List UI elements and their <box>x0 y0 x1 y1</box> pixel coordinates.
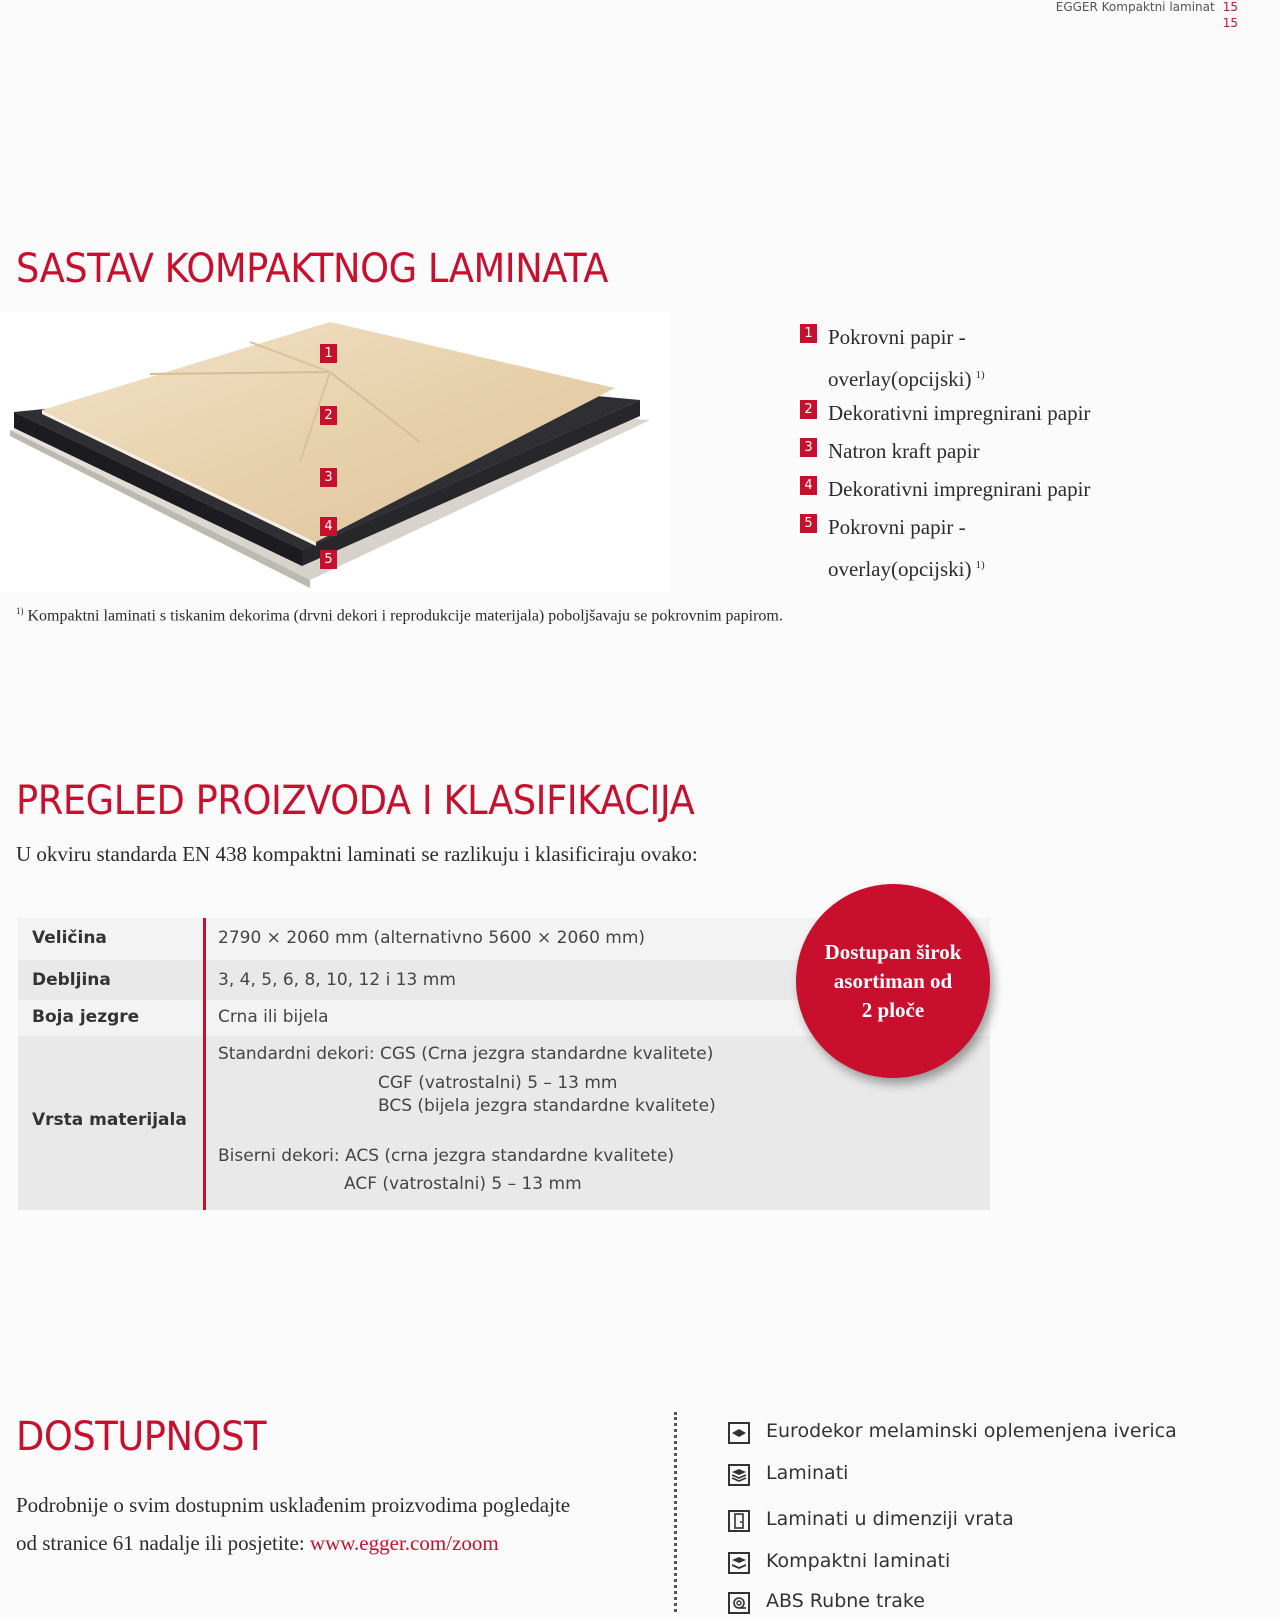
page-number-secondary: 15 <box>1222 16 1238 30</box>
egger-link[interactable]: www.egger.com/zoom <box>309 1531 499 1555</box>
legend-badge: 5 <box>800 514 817 533</box>
badge-line: asortiman od <box>833 968 953 993</box>
legend-text: Dekorativni impregnirani papir <box>828 401 1091 425</box>
legend-text: overlay(opcijski) <box>828 557 972 581</box>
section-title-composition: SASTAV KOMPAKTNOG LAMINATA <box>16 246 609 292</box>
layer-badge-1: 1 <box>320 344 337 363</box>
availability-text <box>16 1486 570 1562</box>
footnote-mark: 1) <box>16 606 24 616</box>
footnote-ref: 1) <box>975 369 985 381</box>
row-label: Debljina <box>32 970 111 990</box>
material-line: CGF (vatrostalni) 5 – 13 mm <box>378 1073 618 1093</box>
laminate-layers-image <box>0 312 670 592</box>
table-divider <box>203 918 206 1210</box>
material-line: ACF (vatrostalni) 5 – 13 mm <box>344 1174 582 1194</box>
legend-text: Dekorativni impregnirani papir <box>828 477 1091 501</box>
layers-legend <box>800 318 1230 584</box>
footnote-text: Kompaktni laminati s tiskanim dekorima (drvni dekori i reprodukcije materijala) poboljšavaju se pokrovnim papirom. <box>27 607 783 625</box>
material-line: Standardni dekori: CGS (Crna jezgra standardne kvalitete) <box>218 1044 714 1064</box>
legend-badge: 1 <box>800 324 817 343</box>
legend-text: Natron kraft papir <box>828 439 980 463</box>
availability-line: Podrobnije o svim dostupnim usklađenim proizvodima pogledajte <box>16 1493 571 1517</box>
legend-item-4 <box>800 470 1230 508</box>
row-value: 2790 × 2060 mm (alternativno 5600 × 2060 mm) <box>218 928 646 948</box>
legend-badge: 4 <box>800 476 817 495</box>
section-intro: U okviru standarda EN 438 kompaktni laminati se razlikuju i klasificiraju ovako: <box>16 842 698 866</box>
legend-text: Pokrovni papir - <box>828 325 966 349</box>
row-value: Crna ili bijela <box>218 1007 329 1027</box>
footnote-ref: 1) <box>975 559 985 571</box>
page-number: 15 <box>1222 0 1238 14</box>
legend-text: Pokrovni papir - <box>828 515 966 539</box>
section-title-overview: PREGLED PROIZVODA I KLASIFIKACIJA <box>16 778 695 824</box>
dotted-divider <box>674 1412 677 1612</box>
legend-text: overlay(opcijski) <box>828 367 972 391</box>
product-label: Laminati u dimenziji vrata <box>766 1508 1014 1530</box>
layer-badge-4: 4 <box>320 517 337 536</box>
legend-item-3 <box>800 432 1230 470</box>
layer-badge-3: 3 <box>320 468 337 487</box>
compact-layers-icon <box>728 1552 750 1574</box>
product-label: Kompaktni laminati <box>766 1550 951 1572</box>
row-label: Boja jezgre <box>32 1007 140 1027</box>
assortment-badge <box>796 884 990 1078</box>
layers-icon <box>728 1464 750 1486</box>
legend-item-5 <box>800 508 1230 546</box>
row-label: Vrsta materijala <box>32 1110 187 1130</box>
material-line: BCS (bijela jezgra standardne kvalitete) <box>378 1096 716 1116</box>
legend-badge: 3 <box>800 438 817 457</box>
product-label: ABS Rubne trake <box>766 1590 925 1612</box>
layer-badge-5: 5 <box>320 550 337 569</box>
row-value: 3, 4, 5, 6, 8, 10, 12 i 13 mm <box>218 970 456 990</box>
board-icon <box>728 1422 750 1444</box>
legend-item-1 <box>800 318 1230 356</box>
edge-roll-icon <box>728 1592 750 1614</box>
layer-badge-2: 2 <box>320 406 337 425</box>
legend-item-2 <box>800 394 1230 432</box>
row-label: Veličina <box>32 928 107 948</box>
badge-line: Dostupan širok <box>824 939 962 964</box>
legend-item-5-cont <box>800 546 1230 584</box>
section-title-availability: DOSTUPNOST <box>16 1414 267 1460</box>
footnote <box>16 606 783 625</box>
legend-item-1-cont <box>800 356 1230 394</box>
badge-line: 2 ploče <box>861 997 925 1022</box>
legend-badge: 2 <box>800 400 817 419</box>
material-line: Biserni dekori: ACS (crna jezgra standardne kvalitete) <box>218 1146 675 1166</box>
availability-line: od stranice 61 nadalje ili posjetite: <box>16 1531 305 1555</box>
product-label: Laminati <box>766 1462 849 1484</box>
door-icon <box>728 1510 750 1532</box>
product-label: Eurodekor melaminski oplemenjena iverica <box>766 1420 1177 1442</box>
running-header <box>1056 0 1238 30</box>
running-title: EGGER Kompaktni laminat <box>1055 0 1215 14</box>
